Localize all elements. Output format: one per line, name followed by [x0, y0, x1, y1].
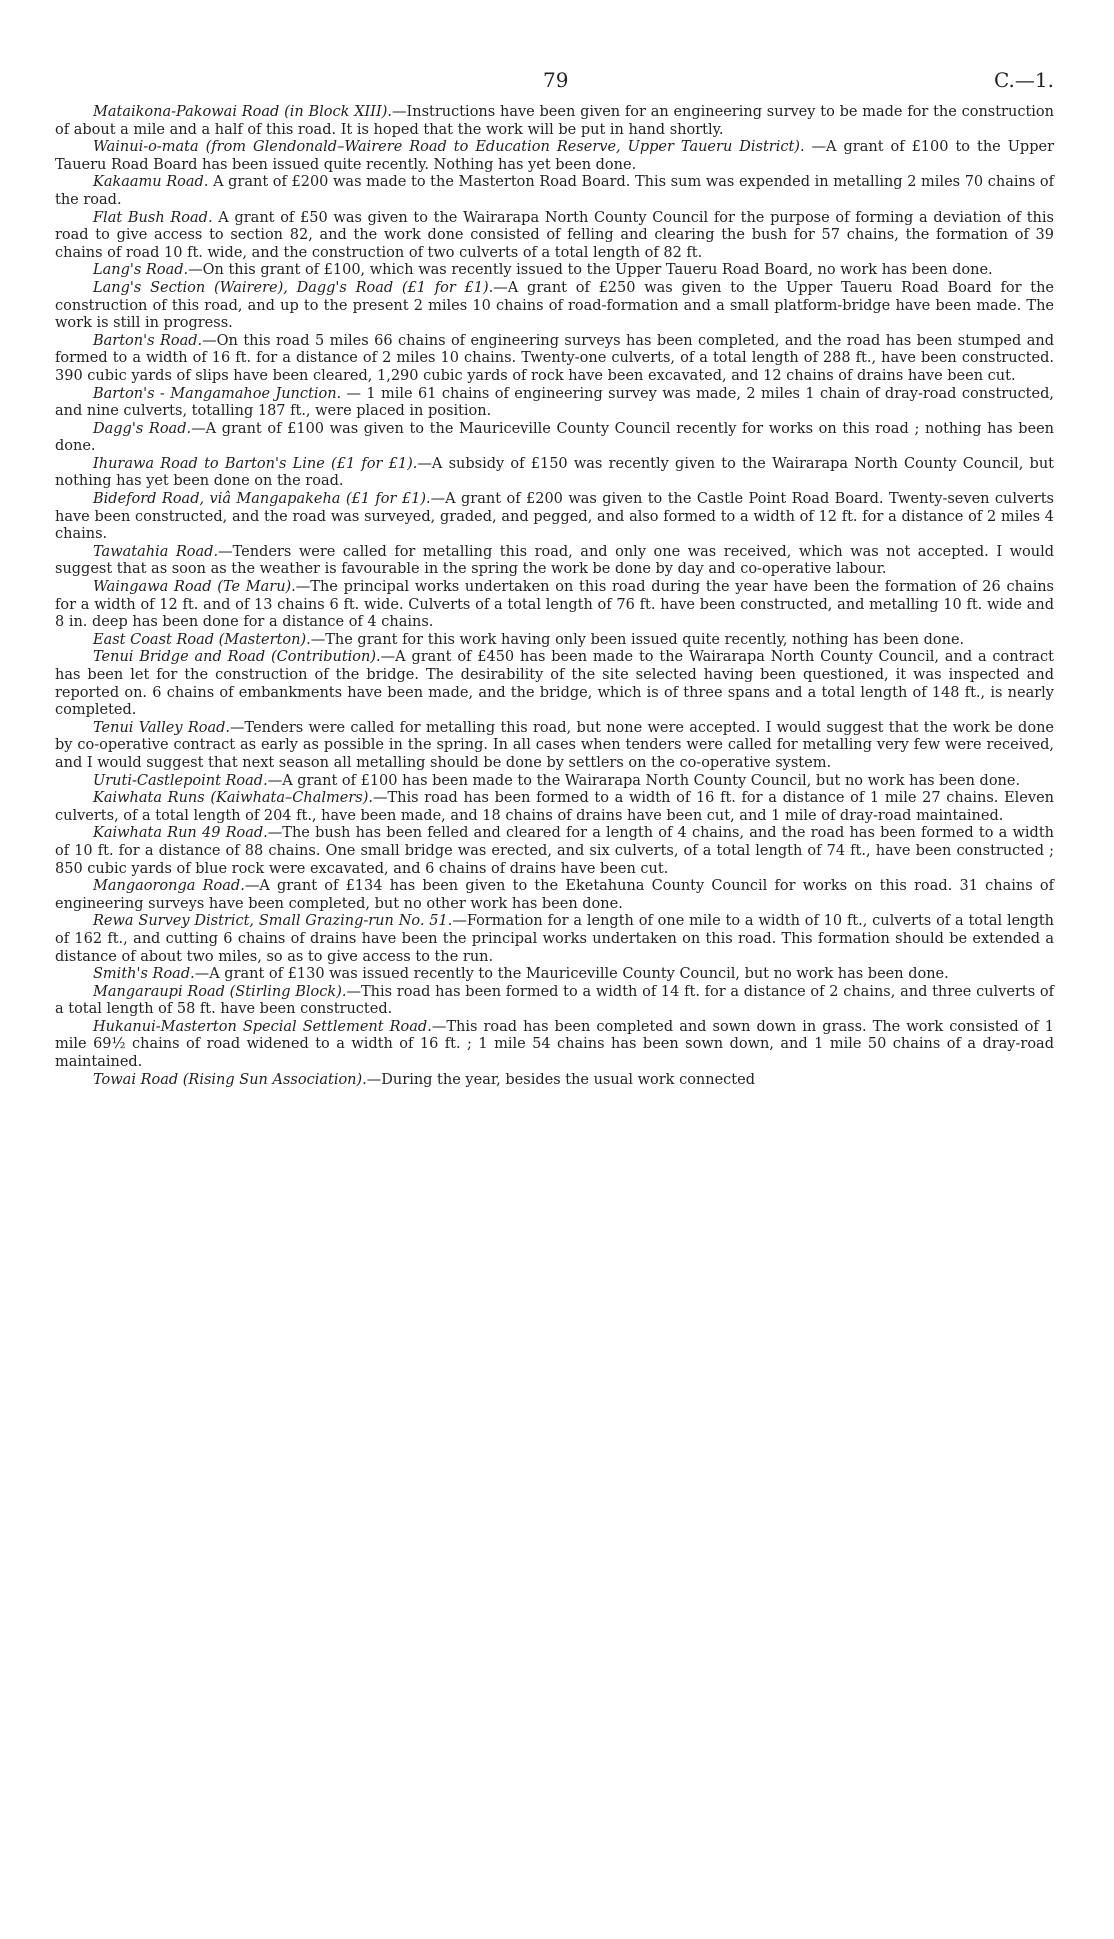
road-paragraph: [55, 139, 1054, 174]
road-description: —This road has been completed and sown down in grass. The work consisted of 1 mile 69½ chains of road widened to a width of 16 ft. ; 1 mile 54 chains has been sown down, and 1 mile 50 chains of a dray-road maintained.: [55, 1018, 1054, 1071]
road-paragraph: [55, 913, 1054, 966]
road-paragraph: [55, 878, 1054, 913]
document-body: [55, 104, 1054, 1089]
road-description: —During the year, besides the usual work connected: [366, 1071, 755, 1088]
road-heading: Waingawa Road (Te Maru).: [93, 579, 296, 596]
road-description: —A grant of £200 was given to the Castle Point Road Board. Twenty-seven culverts have been constructed, and the road was surveyed, graded, and pegged, and also formed to a width of 12 ft. for a distance of 2 miles 4 chains.: [55, 491, 1055, 543]
road-description: —Tenders were called for metalling this road, but none were accepted. I would suggest that the work be done by co-operative contract as early as possible in the spring. In all cases when tenders were called for metalling very few were received, and I would suggest that next season all metalling should be done by settlers on the co-operative system.: [55, 719, 1054, 771]
road-description: —A subsidy of £150 was recently given to the Wairarapa North County Council, but nothing has yet been done on the road.: [55, 455, 1054, 490]
road-paragraph: [55, 825, 1054, 878]
series-code: C.—1.: [993, 68, 1054, 92]
road-description: —A grant of £100 has been made to the Wairarapa North County Council, but no work has been done.: [267, 772, 1021, 789]
road-heading: Barton's - Mangamahoe Junction.: [93, 385, 342, 402]
road-paragraph: [55, 174, 1054, 209]
road-description: —A grant of £134 has been given to the Eketahuna County Council for works on this road. 31 chains of engineering surveys have been completed, but no other work has been done.: [55, 878, 1054, 912]
road-description: —Tenders were called for metalling this road, and only one was received, which was not accepted. I would suggest that as soon as the weather is favourable in the spring the work be done by day and co-operative labour.: [55, 543, 1054, 578]
road-paragraph: [55, 649, 1054, 719]
page-number: 79: [543, 68, 569, 92]
road-paragraph: [55, 1019, 1054, 1072]
road-description: —A grant of £100 to the Upper Taueru Road Board has been issued quite recently. Nothing has yet been done.: [55, 139, 1055, 173]
road-paragraph: [55, 262, 1054, 280]
road-heading: Flat Bush Road.: [93, 209, 213, 226]
road-paragraph: [55, 966, 1054, 984]
road-paragraph: [55, 280, 1054, 333]
road-description: — 1 mile 61 chains of engineering survey was made, 2 miles 1 chain of dray-road constructed, and nine culverts, totalling 187 ft., were placed in position.: [55, 385, 1054, 420]
road-heading: Barton's Road.: [93, 332, 203, 349]
road-paragraph: [55, 104, 1054, 139]
road-heading: Kaiwhata Runs (Kaiwhata–Chalmers).: [93, 790, 373, 807]
road-paragraph: [55, 456, 1054, 491]
road-paragraph: [55, 333, 1054, 386]
road-paragraph: [55, 773, 1054, 791]
road-heading: East Coast Road (Masterton).: [93, 631, 311, 648]
road-heading: Mataikona-Pakowai Road (in Block XIII).: [93, 104, 392, 120]
road-heading: Kakaamu Road.: [93, 174, 209, 191]
road-description: —Formation for a length of one mile to a width of 10 ft., culverts of a total length of 162 ft., and cutting 6 chains of drains have been the principal works undertaken on this road. This formation should be extended a distance of about two miles, so as to give access to the run.: [55, 913, 1054, 965]
road-heading: Tenui Valley Road.: [93, 719, 231, 736]
road-description: —On this road 5 miles 66 chains of engineering surveys has been completed, and the road has been stumped and formed to a width of 16 ft. for a distance of 2 miles 10 chains. Twenty-one culverts, of a total length of 288 ft., have been constructed. 390 cubic yards of slips have been cleared, 1,290 cubic yards of rock have been excavated, and 12 chains of drains have been cut.: [55, 332, 1054, 384]
road-description: —This road has been formed to a width of 14 ft. for a distance of 2 chains, and three culverts of a total length of 58 ft. have been constructed.: [55, 983, 1054, 1018]
road-paragraph: [55, 544, 1054, 579]
road-description: A grant of £200 was made to the Masterton Road Board. This sum was expended in metalling 2 miles 70 chains of the road.: [55, 174, 1055, 208]
road-paragraph: [55, 491, 1054, 544]
road-heading: Uruti-Castlepoint Road.: [93, 772, 268, 789]
road-description: —The bush has been felled and cleared for a length of 4 chains, and the road has been formed to a width of 10 ft. for a distance of 88 chains. One small bridge was erected, and six culverts, of a total length of 74 ft., have been constructed ; 850 cubic yards of blue rock were excavated, and 6 chains of drains have been cut.: [55, 825, 1054, 877]
road-paragraph: [55, 421, 1054, 456]
page-header: [55, 68, 1054, 98]
road-paragraph: [55, 386, 1054, 421]
road-paragraph: [55, 790, 1054, 825]
road-paragraph: [55, 579, 1054, 632]
road-paragraph: [55, 210, 1054, 263]
road-paragraph: [55, 720, 1054, 773]
road-description: —A grant of £250 was given to the Upper Taueru Road Board for the construction of this road, and up to the present 2 miles 10 chains of road-formation and a small platform-bridge have been made. The work is still in progress.: [55, 279, 1054, 332]
road-description: —A grant of £130 was issued recently to the Mauriceville County Council, but no work has been done.: [194, 966, 949, 983]
road-heading: Ihurawa Road to Barton's Line (£1 for £1).: [93, 455, 418, 472]
road-description: —On this grant of £100, which was recently issued to the Upper Taueru Road Board, no work has been done.: [188, 262, 993, 279]
road-heading: Bideford Road, viâ Mangapakeha (£1 for £1).: [93, 491, 431, 508]
road-heading: Lang's Section (Wairere), Dagg's Road (£1 for £1).: [93, 279, 494, 296]
road-heading: Mangaraupi Road (Stirling Block).: [93, 983, 347, 1000]
road-description: —A grant of £450 has been made to the Wairarapa North County Council, and a contract has been let for the construction of the bridge. The desirability of the site selected having been questioned, it was inspected and reported on. 6 chains of embankments have been made, and the bridge, which is of three spans and a total length of 148 ft., is nearly completed.: [55, 649, 1054, 719]
road-paragraph: [55, 1072, 1054, 1090]
road-description: —This road has been formed to a width of 16 ft. for a distance of 1 mile 27 chains. Eleven culverts, of a total length of 204 ft., have been made, and 18 chains of drains have been cut, and 1 mile of dray-road maintained.: [55, 790, 1054, 824]
road-description: —A grant of £100 was given to the Mauriceville County Council recently for works on this road ; nothing has been done.: [55, 420, 1054, 455]
road-heading: Lang's Road.: [93, 262, 189, 279]
road-heading: Mangaoronga Road.: [93, 878, 245, 895]
road-heading: Kaiwhata Run 49 Road.: [93, 825, 268, 842]
road-heading: Rewa Survey District, Small Grazing-run No. 51.: [93, 913, 453, 930]
road-heading: Smith's Road.: [93, 966, 195, 983]
road-description: —The grant for this work having only been issued quite recently, nothing has been done.: [310, 631, 965, 648]
road-description: —Instructions have been given for an engineering survey to be made for the construction of about a mile and a half of this road. It is hoped that the work will be put in hand shortly.: [55, 104, 1054, 138]
road-heading: Dagg's Road.: [93, 420, 192, 437]
road-heading: Towai Road (Rising Sun Association).: [93, 1071, 367, 1088]
road-description: —The principal works undertaken on this road during the year have been the formation of 26 chains for a width of 12 ft. and of 13 chains 6 ft. wide. Culverts of a total length of 76 ft. have been constructed, and metalling 10 ft. wide and 8 in. deep has been done for a distance of 4 chains.: [55, 579, 1054, 631]
road-paragraph: [55, 984, 1054, 1019]
road-heading: Tawatahia Road.: [93, 543, 219, 560]
road-description: A grant of £50 was given to the Wairarapa North County Council for the purpose of forming a deviation of this road to give access to section 82, and the work done consisted of felling and clearing the bush for 57 chains, the formation of 39 chains of road 10 ft. wide, and the construction of two culverts of a total length of 82 ft.: [55, 209, 1054, 261]
road-heading: Tenui Bridge and Road (Contribution).: [93, 649, 381, 666]
road-heading: Hukanui-Masterton Special Settlement Road.: [93, 1018, 432, 1035]
road-heading: Wainui-o-mata (from Glendonald–Wairere Road to Education Reserve, Upper Taueru District).: [93, 139, 805, 156]
road-paragraph: [55, 632, 1054, 650]
